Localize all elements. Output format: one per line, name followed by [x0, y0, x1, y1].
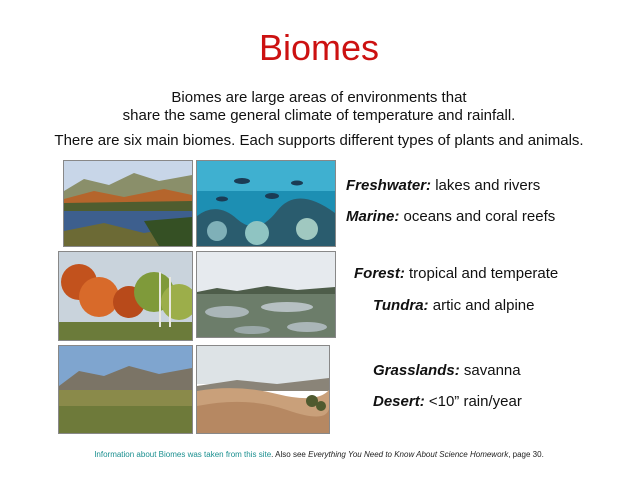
biome-desc: savanna [459, 362, 521, 379]
footer-text: . Also see [271, 450, 309, 459]
biome-name: Marine: [346, 208, 400, 225]
grasslands-photo [58, 345, 193, 434]
forest-photo [58, 251, 193, 341]
biome-forest [354, 265, 558, 283]
marine-photo [196, 160, 336, 247]
desert-photo [196, 345, 330, 434]
biome-name: Forest: [354, 265, 405, 282]
biome-name: Tundra: [373, 297, 429, 314]
biome-name: Desert: [373, 393, 425, 410]
biome-desc: oceans and coral reefs [399, 208, 556, 225]
intro-line-3: There are six main biomes. Each supports different types of plants and animals. [54, 132, 584, 149]
book-title: Everything You Need to Know About Science Homework [308, 450, 509, 459]
tundra-photo [196, 251, 336, 338]
biome-freshwater [346, 177, 540, 195]
biome-marine [346, 208, 555, 226]
biome-name: Grasslands: [373, 362, 460, 379]
biome-desc: artic and alpine [428, 297, 535, 314]
source-footer [0, 450, 638, 459]
freshwater-photo [63, 160, 193, 247]
biome-desert [373, 393, 522, 411]
biome-desc: <10” rain/year [424, 393, 522, 410]
biome-name: Freshwater: [346, 177, 432, 194]
biome-tundra [373, 297, 534, 315]
source-link[interactable]: Information about Biomes was taken from this site [94, 450, 272, 459]
intro-line-1: Biomes are large areas of environments that [171, 89, 467, 106]
intro-line-2: share the same general climate of temperature and rainfall. [122, 107, 516, 124]
footer-text: , page 30. [508, 450, 544, 459]
slide-title: Biomes [258, 27, 380, 68]
biome-desc: tropical and temperate [404, 265, 559, 282]
biome-grasslands [373, 362, 521, 380]
biome-desc: lakes and rivers [431, 177, 541, 194]
